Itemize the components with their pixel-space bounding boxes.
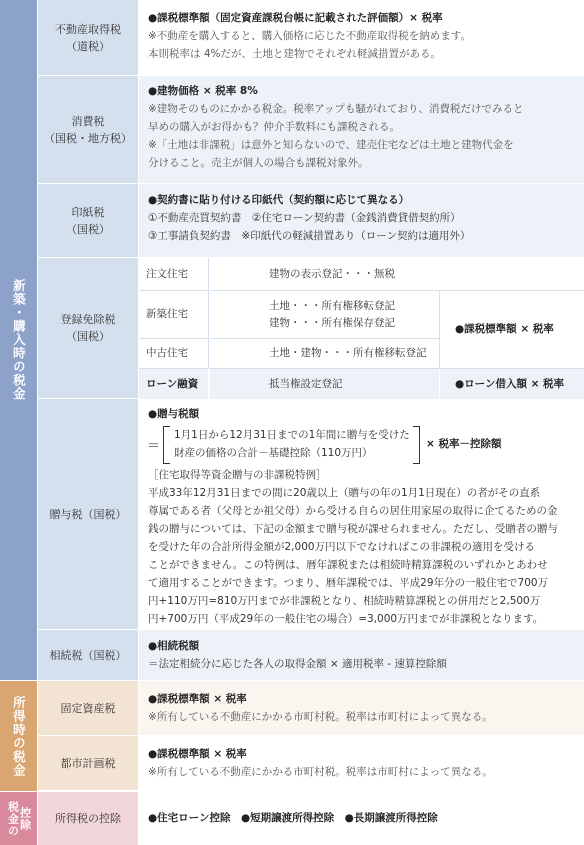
cell-desc xyxy=(210,291,440,339)
formula-title: ●贈与税額 xyxy=(148,408,200,420)
type-text: ローン融資 xyxy=(146,377,199,390)
formula-text: ●建物価格 × 税率 8% xyxy=(148,85,258,97)
row-label xyxy=(38,630,138,680)
label-line: 贈与税（国税） xyxy=(49,507,127,521)
special-body-line: を受けた年の合計所得金額が2,000万円以下でなければこの非課税の適用を受ける xyxy=(148,541,536,553)
section-holding-label: 所得時の税金 xyxy=(11,695,27,777)
note-text: 分けること。売主が個人の場合も課税対象外。 xyxy=(148,157,369,169)
note-text: 早めの購入がお得かも？仲介手数料にも課税される。 xyxy=(148,121,400,133)
type-text: 注文住宅 xyxy=(146,267,188,280)
row-label xyxy=(38,76,138,183)
detail-text: ③工事請負契約書 ※印紙代の軽減措置あり（ローン契約は適用外） xyxy=(148,230,471,242)
cell-type xyxy=(139,291,209,339)
row-label xyxy=(38,258,138,398)
zoyo-formula xyxy=(147,426,577,466)
section-purchase xyxy=(0,0,37,680)
type-text: 新築住宅 xyxy=(146,308,188,320)
note-text: ※「土地は非課税」は意外と知らないので、建売住宅などは土地と建物代金を xyxy=(148,139,514,151)
desc-text: 建物・・・所有権保存登記 xyxy=(269,316,395,329)
special-body-line: 尊属である者（父母とか祖父母）から受ける自らの居住用家屋の取得に企てるための金 xyxy=(148,505,558,517)
special-body-line: て適用することができます。つまり、暦年課税では、平成29年分の一般住宅で700万 xyxy=(148,577,549,589)
cell-type xyxy=(139,258,209,291)
cell-desc xyxy=(210,258,584,291)
note-text: 本則税率は 4%だが、土地と建物でそれぞれ軽減措置がある。 xyxy=(148,48,441,60)
label-line: 消費税 xyxy=(71,114,105,128)
fraction-line: 財産の価格の合計－基礎控除（110万円） xyxy=(174,447,373,459)
label-line: （道税） xyxy=(66,39,110,53)
note-text: ※所有している不動産にかかる市町村税。税率は市町村によって異なる。 xyxy=(148,711,493,723)
special-body-line: ことができません。この特例は、暦年課税または相続時精算課税のいずれかとあわせ xyxy=(148,559,548,571)
desc-text: 土地・・・所有権移転登記 xyxy=(269,299,395,312)
note-text: ※所有している不動産にかかる市町村税。税率は市町村によって異なる。 xyxy=(148,766,493,778)
row-label xyxy=(38,792,138,845)
detail-text: ①不動産売買契約書 ②住宅ローン契約書（金銭消費貸借契約所） xyxy=(148,212,461,224)
row-content xyxy=(139,681,584,735)
formula-text: ●課税標準額 × 税率 xyxy=(455,323,554,335)
row-content xyxy=(139,792,584,845)
formula-text: ＝法定相続分に応じた各人の取得金額 × 適用税率 - 速算控除額 xyxy=(148,658,447,670)
fraction-tail: × 税率－控除額 xyxy=(426,438,502,450)
label-line: （国税） xyxy=(66,222,110,236)
label-line: 所得税の控除 xyxy=(55,812,121,825)
row-fudosan xyxy=(38,0,584,76)
cell-type xyxy=(139,339,209,369)
label-line: 登録免除税 xyxy=(60,313,116,326)
row-content xyxy=(139,76,584,183)
note-text: ※不動産を購入すると、購入価格に応じた不動産取得税を納めます。 xyxy=(148,30,471,42)
formula-text: ●契約書に貼り付ける印紙代（契約額に応じて異なる） xyxy=(148,194,410,206)
row-kotei xyxy=(38,681,584,736)
section-holding xyxy=(0,681,37,791)
equals-sign: ＝ xyxy=(147,439,161,454)
row-inshi xyxy=(38,184,584,258)
fraction-line: 1月1日から12月31日までの1年間に贈与を受けた xyxy=(174,429,410,441)
note-text: ※建物そのものにかかる税金。税率アップも騒がれており、消費税だけでみると xyxy=(148,103,524,115)
formula-text: ●ローン借入額 × 税率 xyxy=(455,377,565,390)
formula-text: ●課税標準額 × 税率 xyxy=(148,748,247,760)
label-line: 固定資産税 xyxy=(60,701,116,715)
label-line: （国税） xyxy=(66,330,110,343)
cell-type xyxy=(139,369,209,399)
desc-text: 建物の表示登記・・・無税 xyxy=(269,267,395,280)
section-purchase-label: 新築・購入時の税金 xyxy=(11,279,27,401)
row-content xyxy=(139,736,584,790)
row-toshi xyxy=(38,736,584,791)
bracket-right xyxy=(413,426,420,464)
type-text: 中古住宅 xyxy=(146,347,188,359)
special-body-line: 円+700万円（平成29年の一般住宅の場合）=3,000万円までが非課税となります。 xyxy=(148,613,544,625)
desc-text: 土地・建物・・・所有権移転登記 xyxy=(269,347,427,359)
row-label xyxy=(38,0,138,75)
special-body-line: 円+110万円=810万円までが非課税となり、相続時精算課税との併用だと2,500万 xyxy=(148,595,541,607)
row-shotoku xyxy=(38,792,584,845)
row-content xyxy=(139,630,584,680)
cell-desc xyxy=(210,339,440,369)
label-line: （国税・地方税） xyxy=(44,131,132,145)
section-deduction-label-a: 税金の xyxy=(6,800,20,837)
row-label xyxy=(38,681,138,735)
section-deduction xyxy=(0,792,37,845)
row-label xyxy=(38,736,138,790)
special-body-line: 銭の贈与については、下記の金額まで贈与税が課せられません。ただし、受贈者の贈与 xyxy=(148,523,558,535)
cell-desc xyxy=(210,369,440,399)
row-shohi xyxy=(38,76,584,184)
deduction-items: ●住宅ローン控除 ●短期譲渡所得控除 ●長期譲渡所得控除 xyxy=(148,812,438,824)
section-deduction-label-b: 控除 xyxy=(18,806,32,831)
label-line: 都市計画税 xyxy=(60,756,116,770)
row-content xyxy=(139,0,584,75)
label-line: 不動産取得税 xyxy=(55,22,121,36)
row-label xyxy=(38,399,138,629)
formula-text: ●課税標準額（固定資産課税台帳に記載された評価額）× 税率 xyxy=(148,12,443,24)
bracket-left xyxy=(163,426,170,464)
row-content xyxy=(139,184,584,257)
label-line: 印紙税 xyxy=(71,205,105,219)
cell-formula xyxy=(440,369,584,399)
registration-grid xyxy=(139,258,584,398)
desc-text: 抵当権設定登記 xyxy=(269,377,343,390)
row-sozoku xyxy=(38,630,584,681)
formula-text: ●課税標準額 × 税率 xyxy=(148,693,247,705)
formula-title: ●相続税額 xyxy=(148,640,200,652)
row-toroku xyxy=(38,258,584,399)
cell-formula xyxy=(440,291,584,369)
label-line: 相続税（国税） xyxy=(49,648,127,662)
special-title: ［住宅取得等資金贈与の非課税特例］ xyxy=(148,469,327,481)
special-body-line: 平成33年12月31日までの間に20歳以上（贈与の年の1月1日現在）の者がその直系 xyxy=(148,487,541,499)
row-label xyxy=(38,184,138,257)
